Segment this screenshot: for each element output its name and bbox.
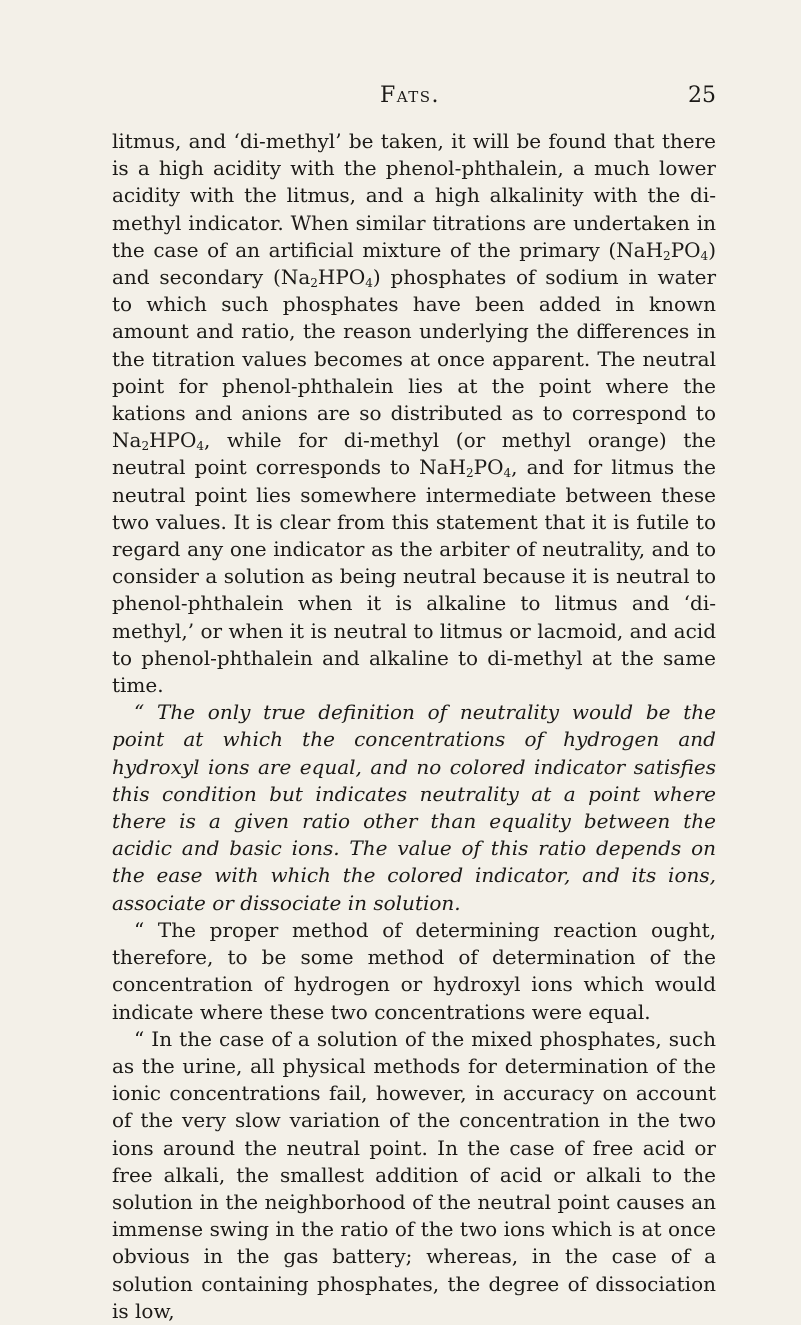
text-run: , while for di-methyl (or methyl orange) the neutral point corresponds to NaH	[112, 428, 716, 480]
page-number: 25	[688, 83, 716, 108]
formula-subscript: 2	[141, 439, 150, 454]
formula-subscript: 4	[700, 248, 709, 263]
paragraph-italic-quote	[112, 699, 716, 917]
text-run: ) and secondary (Na	[112, 237, 716, 290]
text-run: PO	[473, 455, 504, 480]
paragraph	[112, 128, 716, 699]
text-run: “ In the case of a solution of the mixed phosphates, such as the urine, all physical methods for determination of the ionic concentrations fail, however, in accuracy on account of the very slow variation of the concentration in the two ions around the neutral point. In the case of free acid or free alkali, the smallest addition of acid or alkali to the solution in the neighborhood of the neutral point causes an immense swing in the ratio of the two ions which is at once obvious in the gas battery; whereas, in the case of a solution containing phosphates, the degree of dissociation is low,	[112, 1026, 716, 1323]
text-run: HPO	[317, 265, 366, 290]
running-title: Fats.	[380, 83, 441, 108]
formula-subscript: 2	[310, 276, 318, 291]
formula-subscript: 4	[503, 466, 512, 481]
running-head	[112, 83, 716, 113]
text-run: HPO	[149, 428, 197, 453]
formula-subscript: 2	[466, 466, 474, 481]
formula-subscript: 4	[196, 439, 205, 454]
text-run: ) phosphates of sodium in water to which such phosphates have been added in known amount and ratio, the reason underlying the differences in the titration values becomes at once apparent. The neutral point for phenol-phthalein lies at the point where the kations and anions are so distributed as to correspond to Na	[112, 265, 717, 453]
formula-subscript: 2	[663, 248, 671, 263]
paragraph	[112, 1026, 716, 1325]
text-run: “ The proper method of determining reaction ought, therefore, to be some method of determination of the concentration of hydrogen or hydroxyl ions which would indicate where these two concentrations were equal.	[112, 917, 716, 1024]
text-run: litmus, and ‘di-methyl’ be taken, it will be found that there is a high acidity with the phenol-phthalein, a much lower acidity with the litmus, and a high alkalinity with the di-methyl indicator. When similar titrations are undertaken in the case of an artificial mixture of the primary (NaH	[112, 129, 716, 262]
paragraph	[112, 917, 716, 1026]
text-run: , and for litmus the neutral point lies somewhere intermediate between these two values. It is clear from this statement that it is futile to regard any one indicator as the arbiter of neutrality, and to consider a solution as being neutral because it is neutral to phenol-phthalein when it is alkaline to litmus and ‘di-methyl,’ or when it is neutral to litmus or lacmoid, and acid to phenol-phthalein and alkaline to di-methyl at the same time.	[112, 455, 716, 698]
body-text	[112, 128, 716, 1325]
text-run: “ The only true definition of neutrality would be the point at which the concentrations of hydrogen and hydroxyl ions are equal, and no colored indicator satisfies this condition but indicates neutrality at a point where there is a given ratio other than equality between the acidic and basic ions. The value of this ratio depends on the ease with which the colored indicator, and its ions, associate or dissociate in solution.	[112, 700, 716, 915]
formula-subscript: 4	[365, 276, 373, 291]
text-run: PO	[670, 237, 701, 262]
